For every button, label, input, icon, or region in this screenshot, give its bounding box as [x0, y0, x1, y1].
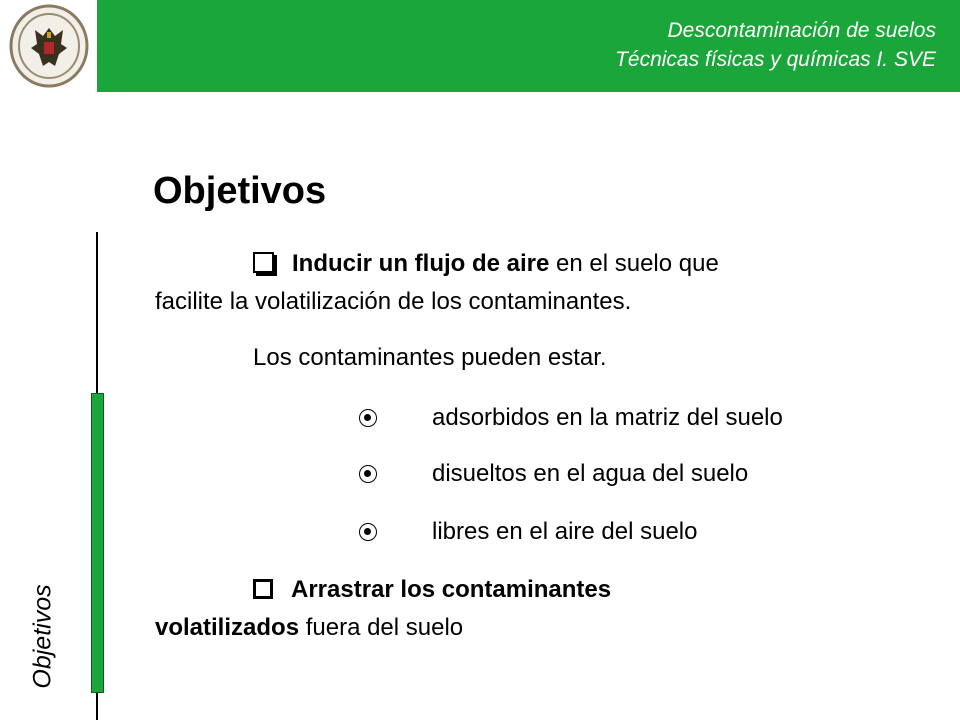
university-crest-logo	[0, 0, 97, 92]
objective-item-2	[253, 570, 611, 610]
side-section-label	[23, 566, 63, 706]
sub-list-item	[359, 454, 748, 494]
objective-2-bold-cont: volatilizados	[155, 614, 300, 641]
slide-title: Objetivos	[153, 170, 327, 212]
sub-item-text: libres en el aire del suelo	[432, 518, 698, 545]
sub-item-text: disueltos en el agua del suelo	[432, 460, 749, 487]
section-indicator-bar	[91, 393, 104, 693]
header-course-title: Descontaminación de suelos	[667, 19, 936, 42]
square-outline-bullet-icon	[253, 579, 273, 599]
objective-item-2-line-2	[155, 608, 463, 648]
contaminants-intro: Los contaminantes pueden estar.	[253, 344, 607, 371]
objective-item-1	[253, 244, 719, 284]
header-text	[615, 16, 936, 74]
objective-2-text: fuera del suelo	[299, 614, 464, 641]
circle-dot-bullet-icon	[359, 465, 377, 483]
header-bar	[97, 0, 960, 92]
circle-dot-bullet-icon	[359, 523, 377, 541]
sub-item-text: adsorbidos en la matriz del suelo	[432, 404, 783, 431]
objective-2-bold: Arrastrar los contaminantes	[291, 576, 612, 603]
circle-dot-bullet-icon	[359, 409, 377, 427]
header-course-subtitle: Técnicas físicas y químicas I. SVE	[615, 48, 936, 71]
objective-1-text: en el suelo que	[549, 250, 719, 277]
objective-1-bold: Inducir un flujo de aire	[292, 250, 550, 277]
objective-item-1-line-2: facilite la volatilización de los contaminantes.	[155, 288, 632, 315]
crest-icon	[7, 4, 91, 88]
checkbox-square-bullet-icon	[253, 252, 274, 273]
sub-list-item	[359, 512, 698, 552]
sub-list-item	[359, 398, 783, 438]
side-section-label-text: Objetivos	[28, 583, 57, 689]
